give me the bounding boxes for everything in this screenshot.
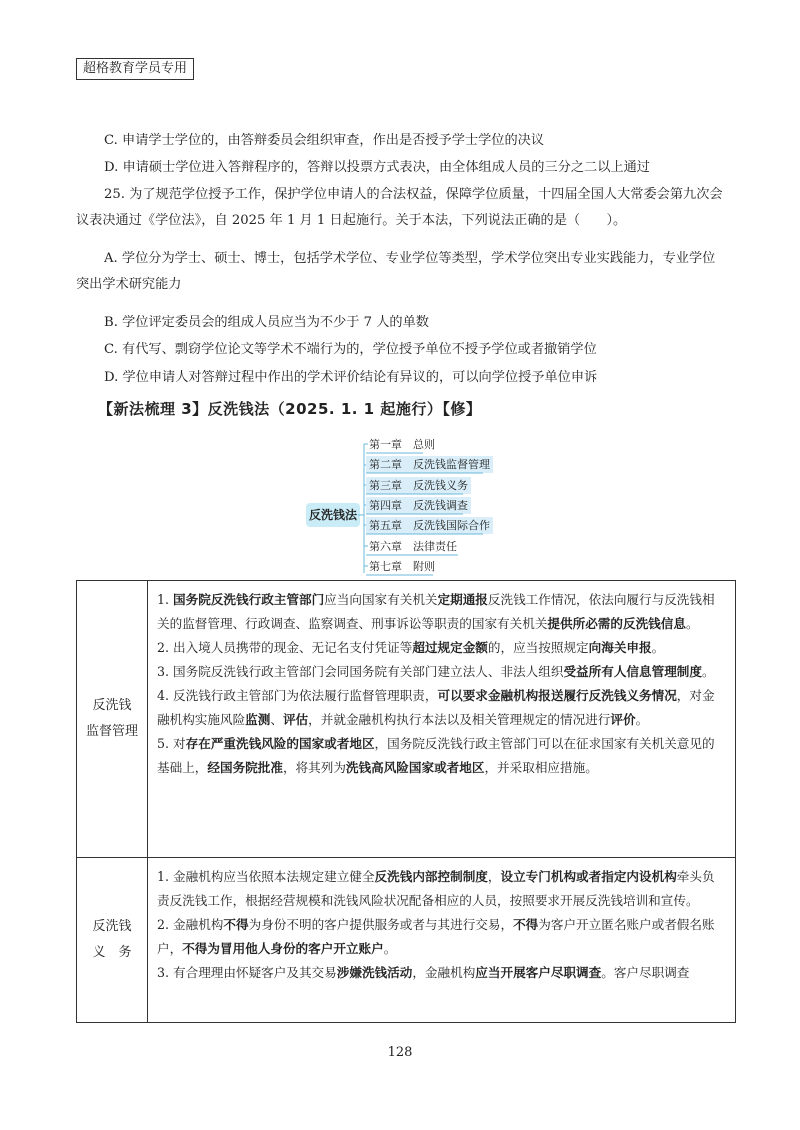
- chapter-1: 第一章 总则: [369, 438, 435, 451]
- list-item: 4. 反洗钱行政主管部门为依法履行监督管理职责，可以要求金融机构报送履行反洗钱义务情况，对金融机构实施风险监测、评估，并就金融机构执行本法以及相关管理规定的情况进行评价。: [157, 688, 715, 727]
- list-item: 2. 金融机构不得为身份不明的客户提供服务或者与其进行交易，不得为客户开立匿名账户或者假名账户，不得为冒用他人身份的客户开立账户。: [157, 917, 715, 956]
- option-b: B. 学位评定委员会的组成人员应当为不少于 7 人的单数: [104, 315, 429, 330]
- list-item: 1. 金融机构应当依照本法规定建立健全反洗钱内部控制制度，设立专门机构或者指定内设机构牵头负责反洗钱工作，根据经营规模和洗钱风险状况配备相应的人员，按照要求开展反洗钱培训和宣传。: [157, 869, 715, 908]
- mindmap-underlines: [363, 430, 483, 580]
- list-item: 5. 对存在严重洗钱风险的国家或者地区，国务院反洗钱行政主管部门可以在征求国家有关机关意见的基础上，经国务院批准，将其列为洗钱高风险国家或者地区，并采取相应措施。: [157, 736, 715, 775]
- row-head-obligation: 反洗钱 义 务: [77, 858, 148, 1023]
- page-number: 128: [387, 1045, 413, 1060]
- list-item: 2. 出入境人员携带的现金、无记名支付凭证等超过规定金额的，应当按照规定向海关申报。: [157, 640, 665, 655]
- chapter-7: 第七章 附则: [369, 560, 435, 573]
- question-25: 25. 为了规范学位授予工作，保护学位申请人的合法权益，保障学位质量，十四届全国人大常委会第九次会议表决通过《学位法》，自 2025 年 1 月 1 日起施行。关于本法，下列说法正确的是（ ）。: [76, 187, 723, 228]
- mindmap-root: 反洗钱法: [306, 503, 360, 527]
- chapter-2: 第二章 反洗钱监督管理: [366, 456, 493, 473]
- option-d-prev: D. 申请硕士学位进入答辩程序的，答辩以投票方式表决，由全体组成人员的三分之二以上通过: [104, 160, 650, 175]
- option-a: A. 学位分为学士、硕士、博士，包括学术学位、专业学位等类型，学术学位突出专业实践能力，专业学位突出学术研究能力: [76, 251, 716, 292]
- chapter-4: 第四章 反洗钱调查: [366, 497, 471, 514]
- chapter-3: 第三章 反洗钱义务: [366, 477, 471, 494]
- list-item: 3. 国务院反洗钱行政主管部门会同国务院有关部门建立法人、非法人组织受益所有人信息管理制度。: [157, 664, 715, 679]
- option-c: C. 有代写、剽窃学位论文等学术不端行为的，学位授予单位不授予学位或者撤销学位: [104, 342, 597, 357]
- header-tag: 超格教育学员专用: [76, 58, 194, 80]
- row-content-obligation: [148, 858, 736, 1023]
- list-item: 1. 国务院反洗钱行政主管部门应当向国家有关机关定期通报反洗钱工作情况，依法向履行与反洗钱相关的监督管理、行政调查、监察调查、刑事诉讼等职责的国家有关机关提供所必需的反洗钱信息。: [157, 592, 715, 631]
- law-table: [76, 580, 736, 1023]
- row-head-supervision: 反洗钱 监督管理: [77, 581, 148, 858]
- option-c-prev: C. 申请学士学位的，由答辩委员会组织审查，作出是否授予学士学位的决议: [104, 133, 545, 148]
- row-content-supervision: [148, 581, 736, 858]
- option-d: D. 学位申请人对答辩过程中作出的学术评价结论有异议的，可以向学位授予单位申诉: [104, 370, 598, 385]
- chapter-5: 第五章 反洗钱国际合作: [366, 517, 493, 534]
- table-row: [77, 581, 736, 858]
- table-row: [77, 858, 736, 1023]
- chapter-6: 第六章 法律责任: [369, 540, 457, 553]
- list-item: 3. 有合理理由怀疑客户及其交易涉嫌洗钱活动，金融机构应当开展客户尽职调查。客户尽职调查: [157, 965, 690, 980]
- section-title: 【新法梳理 3】反洗钱法（2025. 1. 1 起施行）【修】: [98, 400, 482, 418]
